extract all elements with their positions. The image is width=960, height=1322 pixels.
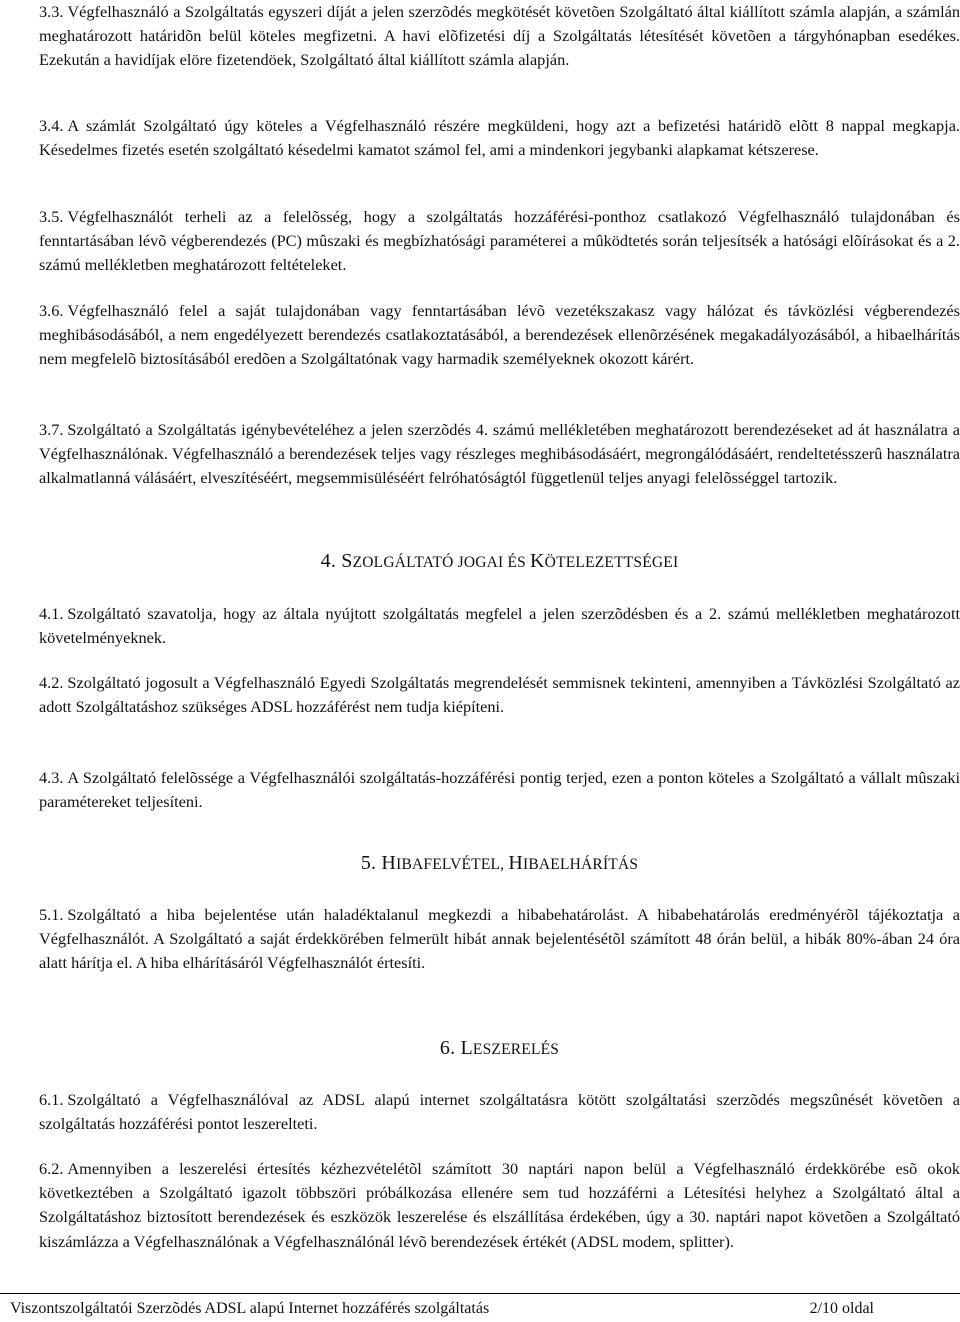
paragraph-text: Szolgáltató jogosult a Végfelhasználó Egyedi Szolgáltatás megrendelését semmisnek tekinteni, amennyiben a Távközlési Szolgáltató az adott Szolgáltatáshoz szükséges ADSL hozzáférést nem tudja kiépíteni. [39,673,960,717]
paragraph-number: 5.1. [39,905,64,924]
heading-rest: ESZERELÉS [472,1041,560,1058]
paragraph-6-2 [39,1157,960,1254]
paragraph-text: Szolgáltató a Végfelhasználóval az ADSL alapú internet szolgáltatásra kötött szolgáltatási szerzõdés megszûnését követõen a szolgáltatás hozzáférési pontot leszerelteti. [39,1090,960,1134]
heading-initial: L [460,1037,473,1059]
paragraph-text: A Szolgáltató felelõssége a Végfelhasználói szolgáltatás-hozzáférési pontig terjed, ezen a ponton köteles a Szolgáltató a vállalt mûszaki paramétereket teljesíteni. [39,768,960,812]
paragraph-text: Végfelhasználó felel a saját tulajdonában vagy fenntartásában lévõ vezetékszakasz vagy hálózat és távközlési végberendezés meghibásodásából, a nem engedélyezett berendezés csatlakoztatásából, a berendezések ellenõrzésének megakadályozásából, a hibaelhárítás nem megfelelõ biztosításából eredõen a Szolgáltatónak vagy harmadik személyeknek okozott kárért. [39,301,960,369]
paragraph-4-2 [39,671,960,719]
paragraph-text: Szolgáltató a Szolgáltatás igénybevételéhez a jelen szerzõdés 4. számú mellékletében meghatározott berendezéseket ad át használatra a Végfelhasználónak. Végfelhasználó a berendezések teljes vagy részleges meghibásodásáért, megrongálódásáért, rendeltetésszerû használatra alkalmatlanná válásáért, elveszítéséért, megsemmisüléséért felróhatóságtól függetlenül teljes anyagi felelõsséggel tartozik. [39,420,960,488]
paragraph-number: 6.2. [39,1159,64,1178]
heading-initial: H [381,852,397,874]
section-number: 6. [439,1037,456,1059]
section-heading-4 [39,550,960,573]
footer-title: Viszontszolgáltatói Szerzõdés ADSL alapú Internet hozzáférés szolgáltatás [10,1300,490,1317]
paragraph-number: 6.1. [39,1090,64,1109]
paragraph-5-1 [39,903,960,976]
paragraph-number: 4.3. [39,768,64,787]
section-number: 4. [320,550,337,572]
paragraph-3-4 [39,114,960,162]
paragraph-number: 4.2. [39,673,64,692]
paragraph-3-5 [39,205,960,278]
heading-initial: H [508,852,523,874]
paragraph-text: Végfelhasználót terheli az a felelõsség, hogy a szolgáltatás hozzáférési-ponthoz csatlakozó Végfelhasználó tulajdonában és fenntartásában lévõ végberendezés (PC) mûszaki és megbízhatósági paraméterei a mûködtetés során teljesítsék a hatósági elõírásokat és a 2. számú mellékletben meghatározott feltételeket. [39,207,960,275]
heading-initial: S [341,550,353,572]
heading-rest: IBAFELVÉTEL, [396,856,509,873]
paragraph-text: Amennyiben a leszerelési értesítés kézhezvételétõl számított 30 naptári napon belül a Végfelhasználó érdekkörébe esõ okok következtében a Szolgáltató igazolt többszöri próbálkozása ellenére sem tud hozzáférni a Létesítési helyhez a Szolgáltató által a Szolgáltatáshoz biztosított berendezések és eszközök leszerelése és elszállítása érdekében, úgy a 30. naptári napot követõen a Szolgáltató kiszámlázza a Végfelhasználónak a Végfelhasználónál lévõ berendezések értékét (ADSL modem, splitter). [39,1159,960,1251]
paragraph-text: Végfelhasználó a Szolgáltatás egyszeri díját a jelen szerzõdés megkötését követõen Szolgáltató által kiállított számla alapján, a számlán meghatározott határidõn belül köteles megfizetni. A havi elõfizetési díj a Szolgáltatás létesítését követõen a tárgyhónapban esedékes. Ezekután a havidíjak elöre fizetendöek, Szolgáltató által kiállított számla alapján. [39,2,960,70]
paragraph-3-7 [39,418,960,491]
paragraph-number: 3.3. [39,2,64,21]
section-heading-5 [39,852,960,875]
paragraph-text: A számlát Szolgáltató úgy köteles a Végfelhasználó részére megküldeni, hogy azt a befizetési határidõ elõtt 8 nappal megkapja. Késedelmes fizetés esetén szolgáltató késedelmi kamatot számol fel, ami a mindenkori jegybanki alapkamat kétszerese. [39,116,960,160]
paragraph-number: 3.6. [39,301,64,320]
paragraph-3-3 [39,0,960,73]
paragraph-6-1 [39,1088,960,1136]
section-number: 5. [360,852,377,874]
paragraph-number: 3.5. [39,207,64,226]
paragraph-number: 4.1. [39,604,64,623]
paragraph-4-1 [39,602,960,650]
heading-rest: IBAELHÁRÍTÁS [522,856,639,873]
footer-rule [0,1293,960,1294]
page-footer [10,1299,874,1319]
paragraph-text: Szolgáltató a hiba bejelentése után haladéktalanul megkezdi a hibabehatárolást. A hibabehatárolás eredményérõl tájékoztatja a Végfelhasználót. A Szolgáltató a saját érdekkörében felmerült hibát annak bejelentésétõl számított 48 órán belül, a hibák 80%-ában 24 óra alatt hárítja el. A hiba elhárításáról Végfelhasználót értesíti. [39,905,960,973]
heading-rest: ZOLGÁLTATÓ JOGAI ÉS [352,554,531,571]
paragraph-3-6 [39,299,960,372]
section-heading-6 [39,1037,960,1060]
paragraph-text: Szolgáltató szavatolja, hogy az általa nyújtott szolgáltatás megfelel a jelen szerzõdésben és a 2. számú mellékletben meghatározott követelményeknek. [39,604,960,648]
paragraph-number: 3.4. [39,116,64,135]
heading-initial: K [530,550,545,572]
heading-rest: ÖTELEZETTSÉGEI [544,554,679,571]
paragraph-4-3 [39,766,960,814]
footer-page-number: 2/10 oldal [809,1300,874,1317]
paragraph-number: 3.7. [39,420,64,439]
